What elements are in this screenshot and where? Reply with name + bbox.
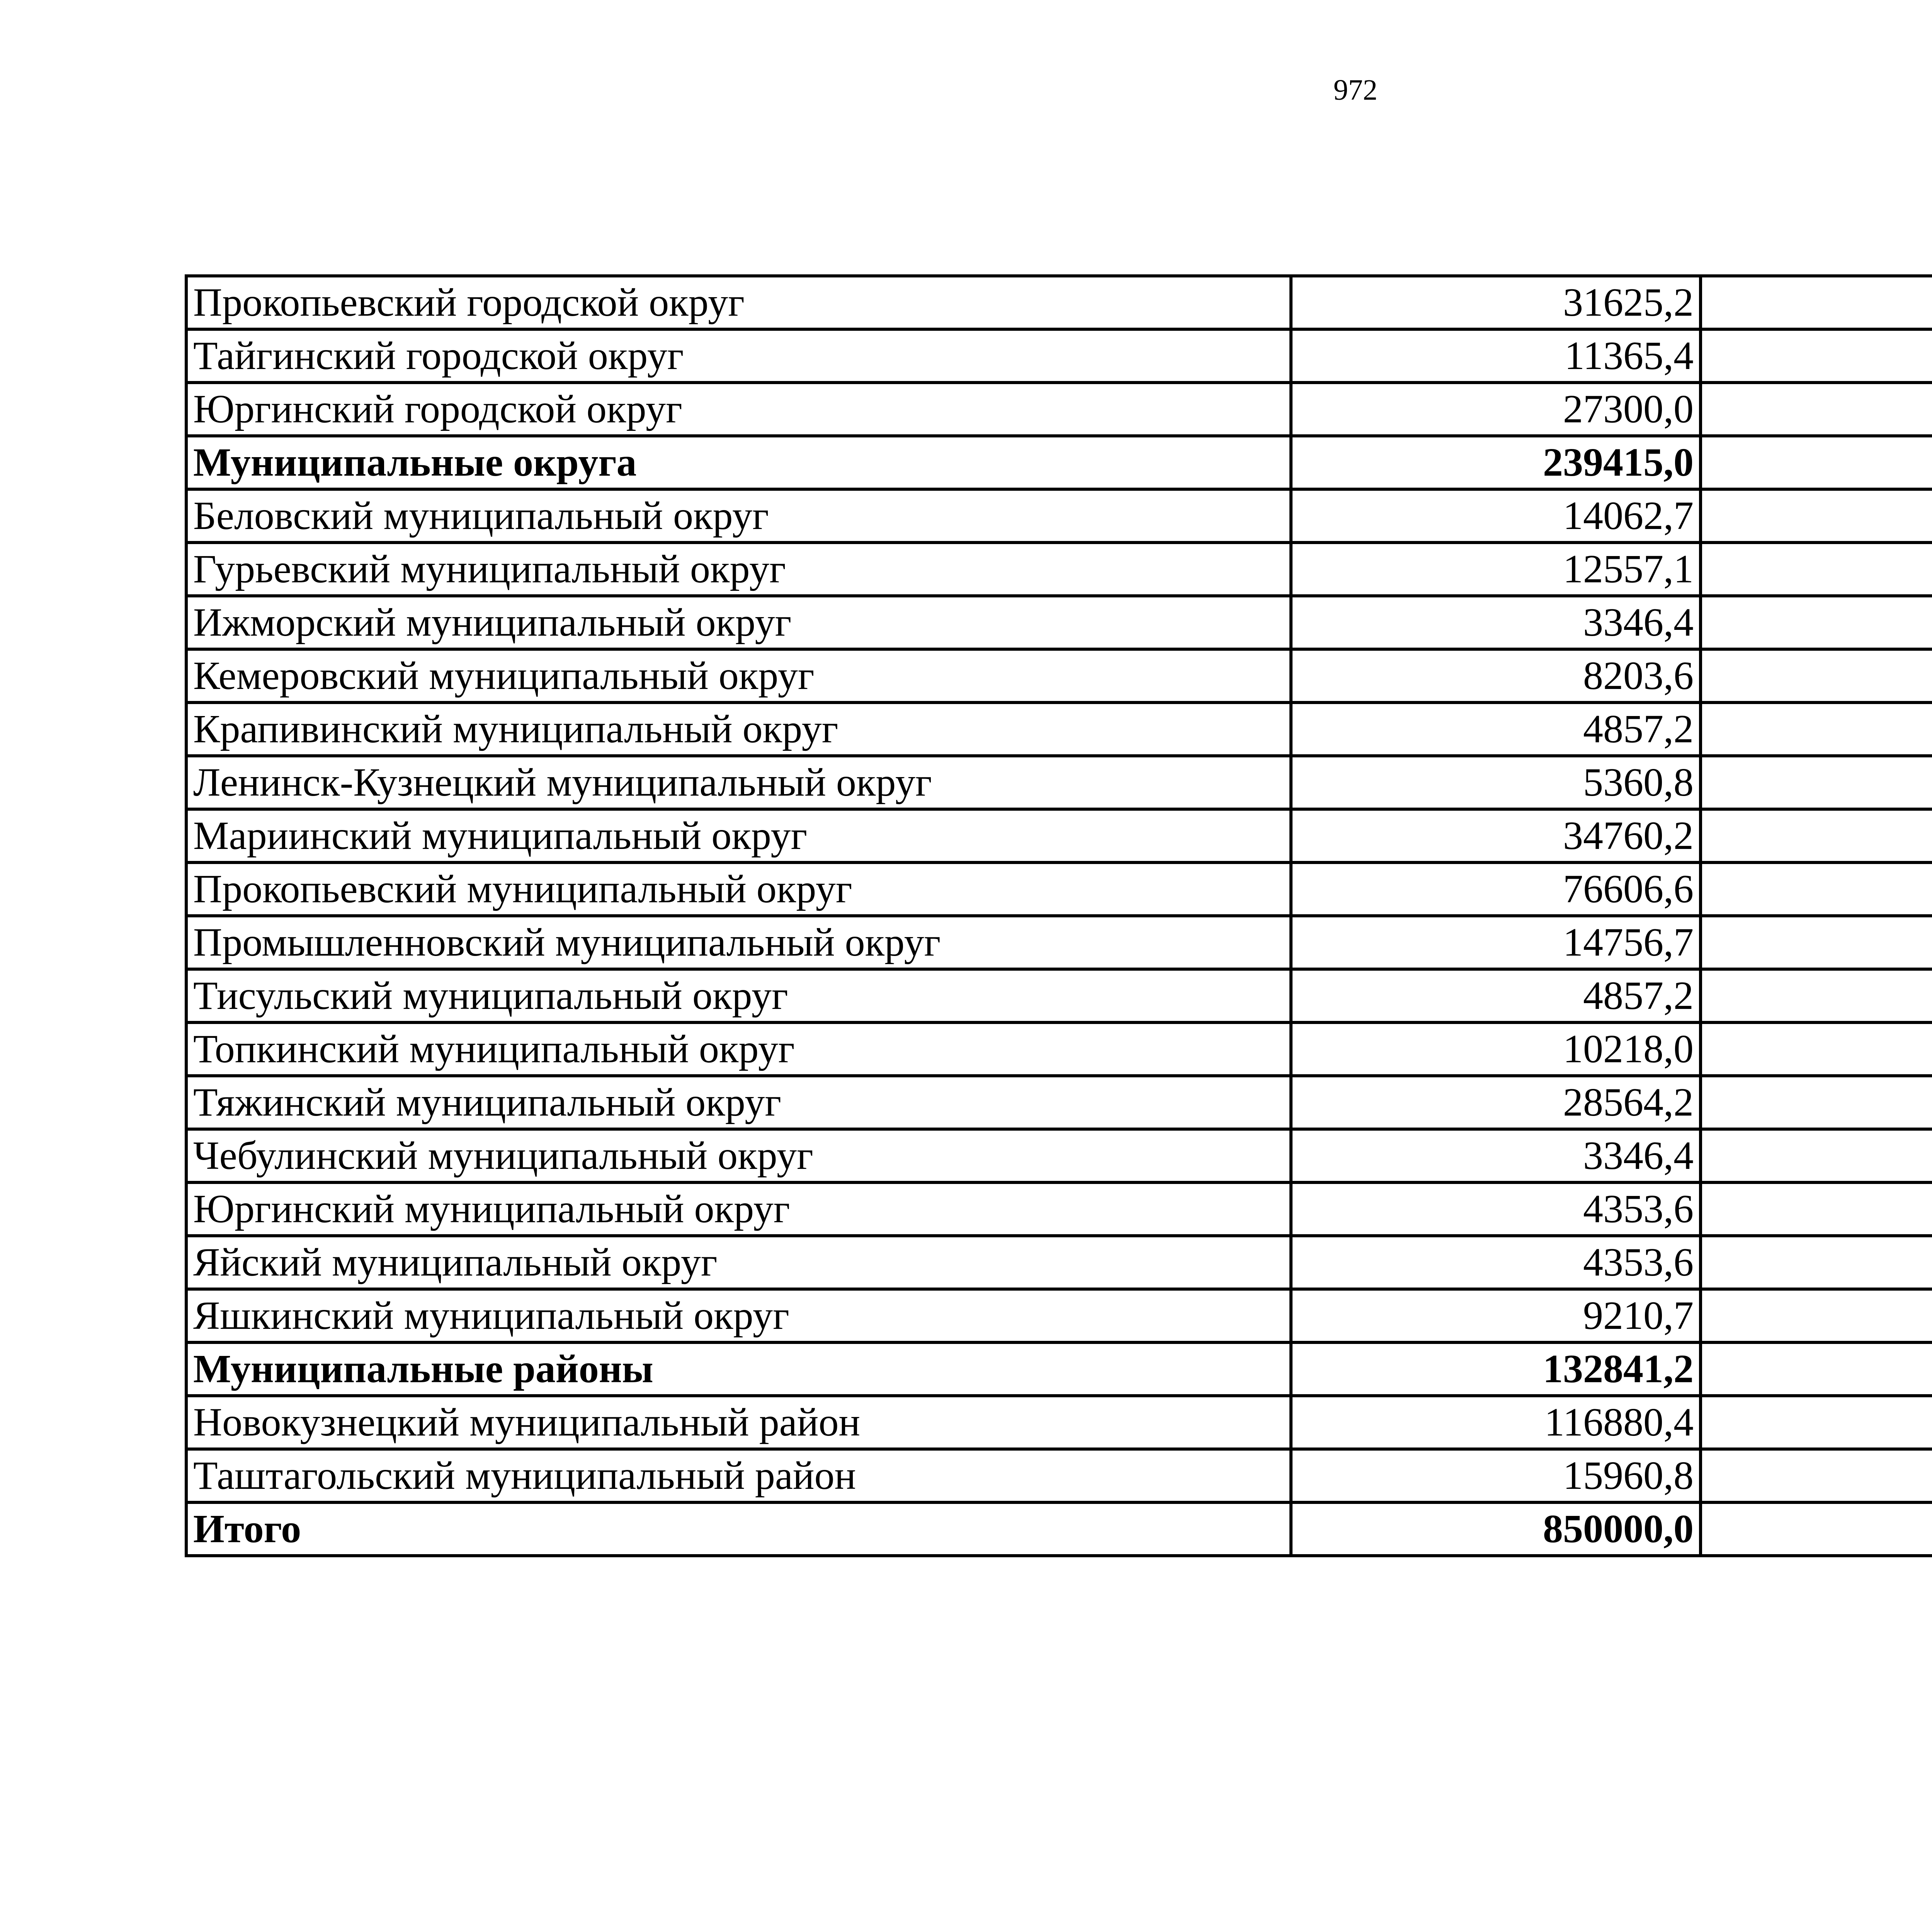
- row-value-2-cell: [1701, 1076, 1932, 1129]
- row-value-1-cell: 4353,6: [1291, 1236, 1701, 1289]
- row-value-1-cell: 116880,4: [1291, 1396, 1701, 1449]
- row-name-cell: Топкинский муниципальный округ: [186, 1022, 1291, 1076]
- table-row: [186, 916, 1932, 969]
- row-value-1-cell: 9210,7: [1291, 1289, 1701, 1342]
- row-value-1-cell: 12557,1: [1291, 543, 1701, 596]
- row-name-cell: Прокопьевский городской округ: [186, 276, 1291, 329]
- table-row: [186, 543, 1932, 596]
- row-value-2-cell: [1701, 756, 1932, 809]
- table-row: [186, 1396, 1932, 1449]
- table-row: [186, 489, 1932, 543]
- row-name-cell: Новокузнецкий муниципальный район: [186, 1396, 1291, 1449]
- row-value-2-cell: [1701, 276, 1932, 329]
- row-value-1-cell: 34760,2: [1291, 809, 1701, 862]
- row-name-cell: Муниципальные округа: [186, 436, 1291, 489]
- table-row: [186, 1076, 1932, 1129]
- row-value-2-cell: [1701, 329, 1932, 383]
- row-value-1-cell: 239415,0: [1291, 436, 1701, 489]
- row-value-2-cell: [1701, 543, 1932, 596]
- row-value-1-cell: 4353,6: [1291, 1182, 1701, 1236]
- row-name-cell: Чебулинский муниципальный округ: [186, 1129, 1291, 1182]
- row-value-2-cell: [1701, 1182, 1932, 1236]
- row-value-2-cell: [1701, 969, 1932, 1022]
- row-value-1-cell: 27300,0: [1291, 383, 1701, 436]
- row-value-2-cell: [1701, 1022, 1932, 1076]
- row-name-cell: Прокопьевский муниципальный округ: [186, 862, 1291, 916]
- row-value-1-cell: 10218,0: [1291, 1022, 1701, 1076]
- row-name-cell: Тисульский муниципальный округ: [186, 969, 1291, 1022]
- row-value-1-cell: 4857,2: [1291, 969, 1701, 1022]
- table-row: [186, 862, 1932, 916]
- row-value-2-cell: [1701, 489, 1932, 543]
- table-row-subtotal: [186, 1342, 1932, 1396]
- row-value-2-cell: [1701, 1236, 1932, 1289]
- row-value-2-cell: [1701, 436, 1932, 489]
- row-value-2-cell: [1701, 916, 1932, 969]
- row-value-1-cell: 14062,7: [1291, 489, 1701, 543]
- table-row: [186, 596, 1932, 649]
- table-row: [186, 329, 1932, 383]
- row-value-2-cell: [1701, 1342, 1932, 1396]
- table-row-subtotal: [186, 1502, 1932, 1556]
- row-name-cell: Беловский муниципальный округ: [186, 489, 1291, 543]
- row-value-2-cell: [1701, 1129, 1932, 1182]
- row-value-2-cell: [1701, 1502, 1932, 1556]
- row-value-1-cell: 15960,8: [1291, 1449, 1701, 1502]
- table-row: [186, 969, 1932, 1022]
- row-value-1-cell: 3346,4: [1291, 596, 1701, 649]
- table-row: [186, 1129, 1932, 1182]
- row-value-2-cell: [1701, 1396, 1932, 1449]
- row-value-2-cell: [1701, 703, 1932, 756]
- row-value-1-cell: 76606,6: [1291, 862, 1701, 916]
- allocation-table: [185, 274, 1932, 1557]
- table-row: [186, 276, 1932, 329]
- row-value-1-cell: 850000,0: [1291, 1502, 1701, 1556]
- row-name-cell: Ленинск-Кузнецкий муниципальный округ: [186, 756, 1291, 809]
- table-row: [186, 756, 1932, 809]
- row-name-cell: Яйский муниципальный округ: [186, 1236, 1291, 1289]
- row-value-1-cell: 132841,2: [1291, 1342, 1701, 1396]
- row-name-cell: Яшкинский муниципальный округ: [186, 1289, 1291, 1342]
- row-value-1-cell: 5360,8: [1291, 756, 1701, 809]
- table-row: [186, 1022, 1932, 1076]
- row-name-cell: Гурьевский муниципальный округ: [186, 543, 1291, 596]
- row-name-cell: Промышленновский муниципальный округ: [186, 916, 1291, 969]
- table-body: [186, 276, 1932, 1556]
- row-value-1-cell: 31625,2: [1291, 276, 1701, 329]
- table-row: [186, 703, 1932, 756]
- row-name-cell: Таштагольский муниципальный район: [186, 1449, 1291, 1502]
- row-value-2-cell: [1701, 383, 1932, 436]
- row-value-1-cell: 14756,7: [1291, 916, 1701, 969]
- row-value-2-cell: [1701, 1449, 1932, 1502]
- row-name-cell: Юргинский муниципальный округ: [186, 1182, 1291, 1236]
- row-value-1-cell: 28564,2: [1291, 1076, 1701, 1129]
- row-name-cell: Тяжинский муниципальный округ: [186, 1076, 1291, 1129]
- row-value-2-cell: [1701, 809, 1932, 862]
- row-value-2-cell: [1701, 596, 1932, 649]
- page-number: 972: [1333, 74, 1378, 106]
- row-name-cell: Юргинский городской округ: [186, 383, 1291, 436]
- table-row: [186, 1449, 1932, 1502]
- row-name-cell: Крапивинский муниципальный округ: [186, 703, 1291, 756]
- row-value-2-cell: [1701, 649, 1932, 703]
- table-row: [186, 649, 1932, 703]
- table-row: [186, 1182, 1932, 1236]
- table-row: [186, 1289, 1932, 1342]
- row-value-1-cell: 11365,4: [1291, 329, 1701, 383]
- row-name-cell: Тайгинский городской округ: [186, 329, 1291, 383]
- table-row: [186, 809, 1932, 862]
- row-name-cell: Итого: [186, 1502, 1291, 1556]
- row-value-1-cell: 4857,2: [1291, 703, 1701, 756]
- row-value-2-cell: [1701, 1289, 1932, 1342]
- row-name-cell: Кемеровский муниципальный округ: [186, 649, 1291, 703]
- row-value-1-cell: 3346,4: [1291, 1129, 1701, 1182]
- table-row-subtotal: [186, 436, 1932, 489]
- table-row: [186, 383, 1932, 436]
- row-value-1-cell: 8203,6: [1291, 649, 1701, 703]
- row-name-cell: Ижморский муниципальный округ: [186, 596, 1291, 649]
- table-row: [186, 1236, 1932, 1289]
- row-name-cell: Мариинский муниципальный округ: [186, 809, 1291, 862]
- row-name-cell: Муниципальные районы: [186, 1342, 1291, 1396]
- row-value-2-cell: [1701, 862, 1932, 916]
